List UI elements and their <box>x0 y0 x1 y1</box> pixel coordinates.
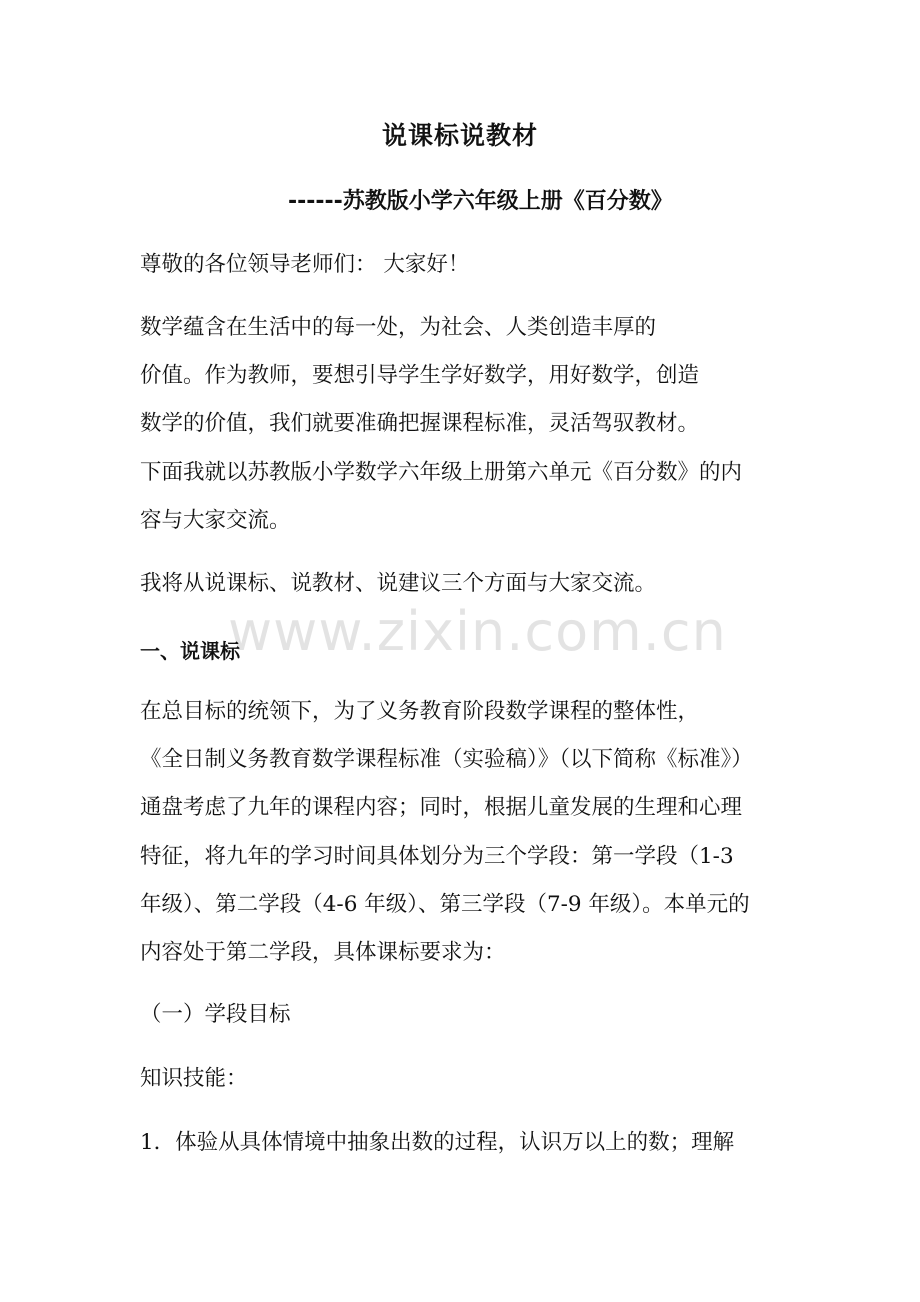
document-title: 说课标说教材 <box>381 121 538 150</box>
intro-line-1: 数学蕴含在生活中的每一处，为社会、人类创造丰厚的 <box>140 315 657 340</box>
section-heading-1: 一、说课标 <box>140 639 240 663</box>
document-subtitle: ------苏教版小学六年级上册《百分数》 <box>288 189 673 214</box>
intro-line-5: 容与大家交流。 <box>140 508 291 533</box>
greeting: 尊敬的各位领导老师们： 大家好！ <box>140 252 470 277</box>
intro-line-4: 下面我就以苏教版小学数学六年级上册第六单元《百分数》的内 <box>140 460 743 485</box>
intro-line-2: 价值。作为教师，要想引导学生学好数学，用好数学，创造 <box>140 363 700 388</box>
section1-line-6: 内容处于第二学段，具体课标要求为： <box>140 940 506 965</box>
section1-line-4: 特征，将九年的学习时间具体划分为三个学段：第一学段（1-3 <box>140 844 734 869</box>
section1-line-3: 通盘考虑了九年的课程内容；同时，根据儿童发展的生理和心理 <box>140 795 743 820</box>
subsection-heading: （一）学段目标 <box>140 1002 291 1027</box>
overview-line: 我将从说课标、说教材、说建议三个方面与大家交流。 <box>140 571 657 596</box>
knowledge-label: 知识技能： <box>140 1066 248 1091</box>
list-item-1: 1．体验从具体情境中抽象出数的过程，认识万以上的数；理解 <box>140 1130 735 1155</box>
watermark: www.zixin.com.cn <box>228 600 727 663</box>
intro-line-3: 数学的价值，我们就要准确把握课程标准，灵活驾驭教材。 <box>140 411 700 436</box>
section1-line-1: 在总目标的统领下，为了义务教育阶段数学课程的整体性， <box>140 699 700 724</box>
section1-line-2: 《全日制义务教育数学课程标准（实验稿）》（以下简称《标准》） <box>140 747 753 772</box>
section1-line-5: 年级）、第二学段（4-6 年级）、第三学段（7-9 年级）。本单元的 <box>140 892 750 917</box>
